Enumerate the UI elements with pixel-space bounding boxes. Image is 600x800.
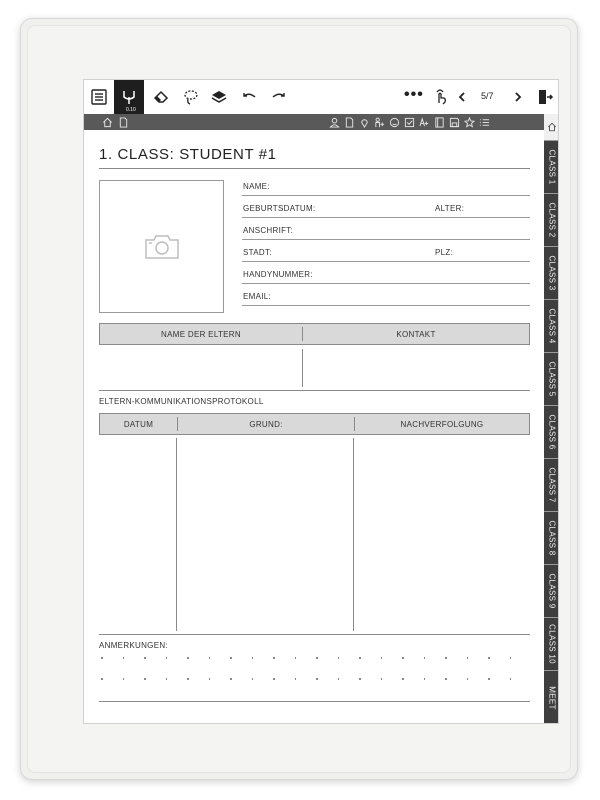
student-page <box>84 130 544 724</box>
undo-icon <box>240 88 258 106</box>
note-dot <box>123 657 125 659</box>
note-dot <box>209 678 211 680</box>
screen <box>83 79 559 724</box>
planner-nav-bar <box>84 114 559 130</box>
tab-label: CLASS 3 <box>547 255 557 291</box>
tab-label: CLASS 7 <box>547 467 557 503</box>
attendance-icon[interactable] <box>372 115 386 129</box>
tab-label: CLASS 6 <box>547 414 557 450</box>
note-dot <box>316 657 318 659</box>
tab-label: MEET <box>547 686 557 710</box>
note-dot <box>338 657 340 659</box>
city-field[interactable] <box>242 240 530 262</box>
parents-contact-header: KONTAKT <box>396 329 436 339</box>
note-dot <box>445 678 447 680</box>
page-title: 1. CLASS: STUDENT #1 <box>99 146 277 163</box>
age-label: ALTER: <box>435 204 465 213</box>
tab-class-5[interactable] <box>544 352 559 405</box>
note-dot <box>273 678 275 680</box>
chevron-left-icon <box>453 88 471 106</box>
date-header: DATUM <box>123 419 154 429</box>
zip-label: PLZ: <box>435 248 454 257</box>
home-icon[interactable] <box>100 115 114 129</box>
protocol-table-bottom <box>99 634 530 635</box>
tab-class-3[interactable] <box>544 246 559 299</box>
note-dot <box>445 657 447 659</box>
reason-header: GRUND: <box>249 419 283 429</box>
tab-home[interactable] <box>544 114 559 140</box>
lasso-icon <box>182 88 200 106</box>
layers-icon <box>210 88 228 106</box>
address-field[interactable] <box>242 218 530 240</box>
grades-icon[interactable] <box>417 115 431 129</box>
mobile-label: HANDYNUMMER: <box>243 270 313 279</box>
tab-class-8[interactable] <box>544 511 559 564</box>
note-dot <box>488 657 490 659</box>
tablet-device <box>20 18 578 780</box>
tab-label: CLASS 2 <box>547 202 557 238</box>
note-dot <box>230 657 232 659</box>
birthdate-field[interactable] <box>242 196 530 218</box>
note-dot <box>359 657 361 659</box>
menu-list-icon[interactable] <box>477 115 491 129</box>
eraser-icon <box>152 88 170 106</box>
note-dot <box>166 657 168 659</box>
mobile-field[interactable] <box>242 262 530 284</box>
note-dot <box>230 678 232 680</box>
note-dot <box>338 678 340 680</box>
email-label: EMAIL: <box>243 292 272 301</box>
home-icon <box>547 122 557 132</box>
note-dot <box>510 657 512 659</box>
pen-size-label: 0.10 <box>126 107 136 113</box>
page-icon[interactable] <box>116 115 130 129</box>
redo-button[interactable] <box>264 80 294 114</box>
more-menu-button[interactable]: ••• <box>404 86 424 103</box>
layers-button[interactable] <box>204 80 234 114</box>
tab-class-6[interactable] <box>544 405 559 458</box>
note-dot <box>402 678 404 680</box>
star-icon[interactable] <box>462 115 476 129</box>
note-dot <box>424 657 426 659</box>
title-divider <box>99 168 530 169</box>
tab-label: CLASS 1 <box>547 149 557 185</box>
note-dot <box>123 678 125 680</box>
address-label: ANSCHRIFT: <box>243 226 294 235</box>
note-dot <box>252 678 254 680</box>
notes-bottom-line <box>99 701 530 702</box>
note-dot <box>144 657 146 659</box>
redo-icon <box>270 88 288 106</box>
tab-label: CLASS 5 <box>547 361 557 397</box>
checkbox-icon[interactable] <box>402 115 416 129</box>
notes-dot-row[interactable] <box>99 678 530 680</box>
student-icon[interactable] <box>327 115 341 129</box>
protocol-table-header <box>99 413 530 435</box>
note-dot <box>381 678 383 680</box>
smiley-icon[interactable] <box>387 115 401 129</box>
list-icon <box>90 88 108 106</box>
tab-label: CLASS 8 <box>547 520 557 556</box>
eraser-button[interactable] <box>146 80 176 114</box>
note-dot <box>402 657 404 659</box>
note-dot <box>467 657 469 659</box>
note-dot <box>144 678 146 680</box>
camera-icon <box>144 234 180 260</box>
tab-class-9[interactable] <box>544 564 559 617</box>
lasso-button[interactable] <box>176 80 206 114</box>
location-pin-icon[interactable] <box>357 115 371 129</box>
toolbar <box>84 80 559 114</box>
note-dot <box>467 678 469 680</box>
followup-header: NACHVERFOLGUNG <box>400 419 484 429</box>
class-tab-strip <box>544 114 559 724</box>
exit-icon <box>536 88 554 106</box>
tab-label: CLASS 4 <box>547 308 557 344</box>
note-dot <box>187 678 189 680</box>
touch-hand-icon <box>432 88 450 106</box>
document-icon[interactable] <box>342 115 356 129</box>
date-column-divider <box>176 438 177 631</box>
parents-table-bottom <box>99 390 530 391</box>
save-icon[interactable] <box>447 115 461 129</box>
notes-dot-row[interactable] <box>99 657 530 659</box>
reason-column-divider <box>353 438 354 631</box>
next-page-button[interactable] <box>508 80 528 114</box>
note-dot <box>209 657 211 659</box>
notebook-icon[interactable] <box>432 115 446 129</box>
name-label: NAME: <box>243 182 270 191</box>
parents-name-header: NAME DER ELTERN <box>161 329 241 339</box>
tab-class-7[interactable] <box>544 458 559 511</box>
tab-class-4[interactable] <box>544 299 559 352</box>
name-field[interactable] <box>242 174 530 196</box>
note-dot <box>295 678 297 680</box>
note-dot <box>101 657 103 659</box>
tab-class-10[interactable] <box>544 617 559 670</box>
pen-icon <box>120 88 138 106</box>
note-dot <box>252 657 254 659</box>
exit-button[interactable] <box>530 80 559 114</box>
protocol-title: ELTERN-KOMMUNIKATIONSPROTOKOLL <box>99 397 264 406</box>
note-dot <box>273 657 275 659</box>
page-indicator[interactable]: 5/7 <box>481 91 494 101</box>
tab-meet[interactable] <box>544 670 559 724</box>
photo-placeholder[interactable] <box>99 180 224 313</box>
tab-class-2[interactable] <box>544 193 559 246</box>
note-dot <box>510 678 512 680</box>
note-dot <box>316 678 318 680</box>
note-dot <box>101 678 103 680</box>
city-label: STADT: <box>243 248 272 257</box>
parents-column-divider <box>302 349 303 387</box>
undo-button[interactable] <box>234 80 264 114</box>
note-dot <box>381 657 383 659</box>
note-dot <box>295 657 297 659</box>
tab-class-1[interactable] <box>544 140 559 193</box>
note-dot <box>424 678 426 680</box>
note-dot <box>488 678 490 680</box>
tab-label: CLASS 9 <box>547 573 557 609</box>
note-dot <box>166 678 168 680</box>
note-dot <box>359 678 361 680</box>
chevron-right-icon <box>509 88 527 106</box>
parents-table-header <box>99 323 530 345</box>
tab-label: CLASS 10 <box>547 624 557 664</box>
prev-page-button[interactable] <box>452 80 472 114</box>
notes-label: ANMERKUNGEN: <box>99 641 168 650</box>
note-dot <box>187 657 189 659</box>
birthdate-label: GEBURTSDATUM: <box>243 204 316 213</box>
email-field[interactable] <box>242 284 530 306</box>
toc-button[interactable] <box>84 80 114 114</box>
